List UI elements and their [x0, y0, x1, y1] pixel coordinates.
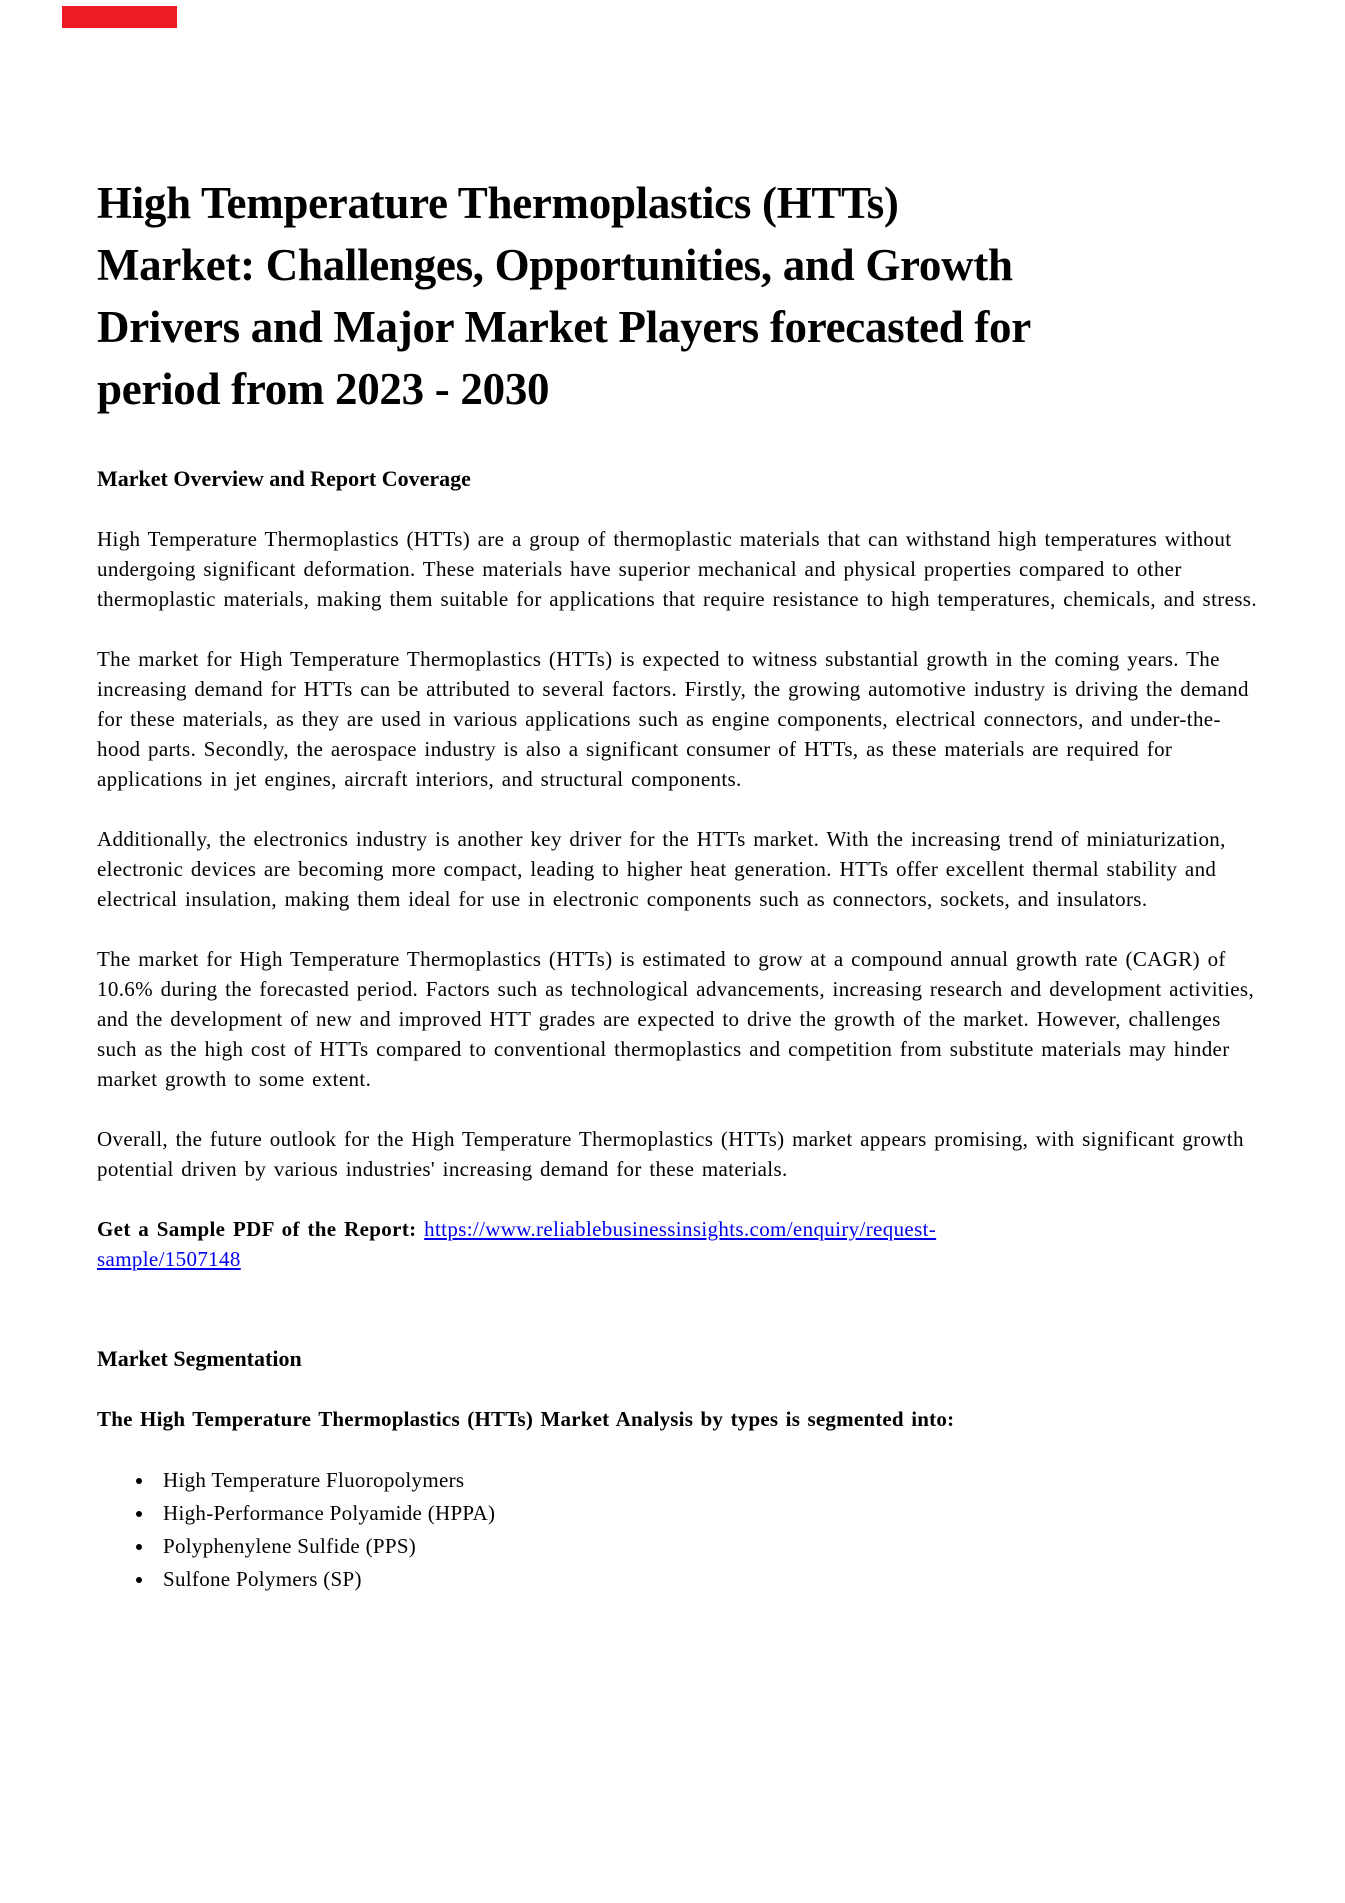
type-list-item: • Sulfone Polymers (SP) — [155, 1563, 1262, 1596]
sample-pdf-label: Get a Sample PDF of the Report: — [97, 1217, 417, 1241]
page-title-line: Drivers and Major Market Players forecasted for — [97, 302, 1031, 352]
sample-report-link-line[interactable]: https://www.reliablebusinessinsights.com/enquiry/request- — [424, 1217, 937, 1241]
type-list — [97, 1464, 1262, 1596]
overview-paragraph-4: The market for High Temperature Thermoplastics (HTTs) is estimated to grow at a compound annual growth rate (CAGR) of 10.6% during the forecasted period. Factors such as technological advancements, increasing research and development activities, and the development of new and improved HTT grades are expected to drive the growth of the market. However, challenges such as the high cost of HTTs compared to conventional thermoplastics and competition from substitute materials may hinder market growth to some extent. — [97, 947, 1255, 1091]
overview-paragraph-2: The market for High Temperature Thermoplastics (HTTs) is expected to witness substantial growth in the coming years. The increasing demand for HTTs can be attributed to several factors. Firstly, the growing automotive industry is driving the demand for these materials, as they are used in various applications such as engine components, electrical connectors, and under-the-hood parts. Secondly, the aerospace industry is also a significant consumer of HTTs, as these materials are required for applications in jet engines, aircraft interiors, and structural components. — [97, 647, 1249, 791]
page-title-line: High Temperature Thermoplastics (HTTs) — [97, 178, 899, 228]
page-title — [97, 172, 1262, 420]
overview-paragraph-1: High Temperature Thermoplastics (HTTs) are a group of thermoplastic materials that can withstand high temperatures without undergoing significant deformation. These materials have superior mechanical and physical properties compared to other thermoplastic materials, making them suitable for applications that require resistance to high temperatures, chemicals, and stress. — [97, 527, 1257, 611]
overview-section-heading: Market Overview and Report Coverage — [97, 466, 471, 491]
segmentation-types-intro: The High Temperature Thermoplastics (HTTs) Market Analysis by types is segmented into: — [97, 1407, 955, 1431]
page-title-line: period from 2023 - 2030 — [97, 364, 550, 414]
sample-pdf-line — [97, 1214, 1262, 1274]
overview-paragraph-5: Overall, the future outlook for the High Temperature Thermoplastics (HTTs) market appears promising, with significant growth potential driven by various industries' increasing demand for these materials. — [97, 1127, 1244, 1181]
type-list-item: • High-Performance Polyamide (HPPA) — [155, 1497, 1262, 1530]
type-list-item: • Polyphenylene Sulfide (PPS) — [155, 1530, 1262, 1563]
overview-paragraph-3: Additionally, the electronics industry is another key driver for the HTTs market. With the increasing trend of miniaturization, electronic devices are becoming more compact, leading to higher heat generation. HTTs offer excellent thermal stability and electrical insulation, making them ideal for use in electronic components such as connectors, sockets, and insulators. — [97, 827, 1226, 911]
page-title-line: Market: Challenges, Opportunities, and Growth — [97, 240, 1013, 290]
article-content — [97, 0, 1262, 1596]
sample-report-link-line[interactable]: sample/1507148 — [97, 1247, 241, 1271]
type-list-item: • High Temperature Fluoropolymers — [155, 1464, 1262, 1497]
segmentation-section-heading: Market Segmentation — [97, 1346, 302, 1371]
